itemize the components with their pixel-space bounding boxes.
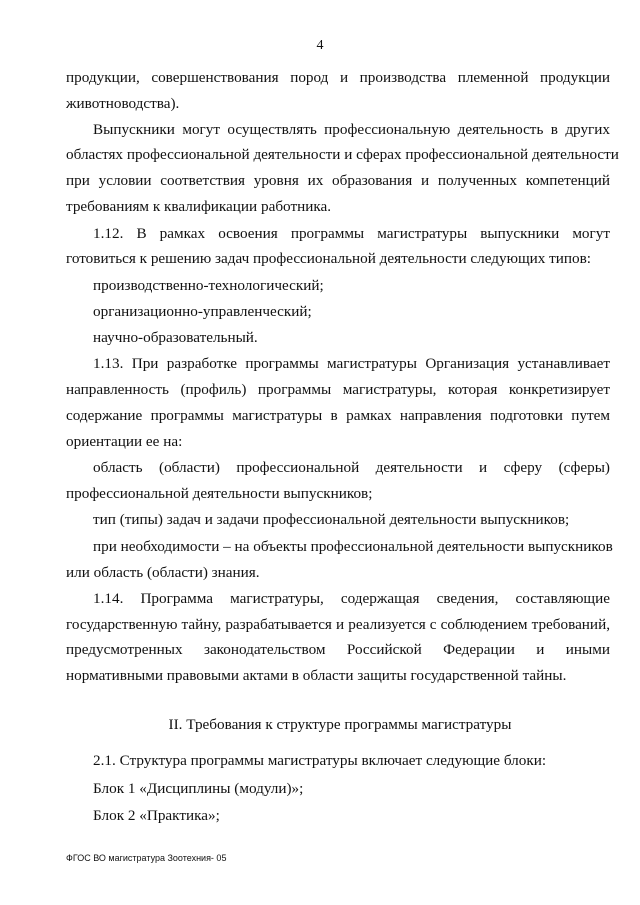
text-line: 2.1. Структура программы магистратуры включает следующие блоки: — [93, 752, 547, 769]
text-line: 1.14. Программа магистратуры, содержащая сведения, составляющие — [93, 590, 610, 607]
text-line: при условии соответствия уровня их образования и полученных компетенций — [66, 172, 610, 189]
text-line: научно-образовательный. — [93, 329, 258, 346]
text-line: область (области) профессиональной деятельности и сферу (сферы) — [93, 459, 610, 476]
text-line: тип (типы) задач и задачи профессиональной деятельности выпускников; — [93, 511, 570, 528]
text-line: ориентации ее на: — [66, 433, 183, 450]
text-line: или область (области) знания. — [66, 564, 260, 581]
section-heading: II. Требования к структуре программы магистратуры — [168, 716, 512, 733]
document-footer: ФГОС ВО магистратура Зоотехния- 05 — [66, 853, 227, 863]
text-line: Блок 2 «Практика»; — [93, 807, 220, 824]
text-line: требованиям к квалификации работника. — [66, 198, 332, 215]
text-line: организационно-управленческий; — [93, 303, 312, 320]
text-line: 1.13. При разработке программы магистратуры Организация устанавливает — [93, 355, 610, 372]
text-line: предусмотренных законодательством Российской Федерации и иными — [66, 641, 610, 658]
text-line: Блок 1 «Дисциплины (модули)»; — [93, 780, 304, 797]
text-line: содержание программы магистратуры в рамках направления подготовки путем — [66, 407, 610, 424]
text-line: Выпускники могут осуществлять профессиональную деятельность в других — [93, 121, 610, 138]
text-line: животноводства). — [66, 95, 180, 112]
text-line: производственно-технологический; — [93, 277, 324, 294]
text-line: направленность (профиль) программы магистратуры, которая конкретизирует — [66, 381, 610, 398]
text-line: 1.12. В рамках освоения программы магистратуры выпускники могут — [93, 225, 610, 242]
text-line: областях профессиональной деятельности и сферах профессиональной деятельности — [66, 146, 619, 163]
text-line: продукции, совершенствования пород и производства племенной продукции — [66, 69, 610, 86]
page-number: 4 — [316, 38, 324, 53]
text-line: при необходимости – на объекты профессиональной деятельности выпускников — [93, 538, 613, 555]
text-line: профессиональной деятельности выпускников; — [66, 485, 373, 502]
text-line: нормативными правовыми актами в области защиты государственной тайны. — [66, 667, 567, 684]
text-line: государственную тайну, разрабатывается и реализуется с соблюдением требований, — [66, 616, 610, 633]
text-line: готовиться к решению задач профессиональной деятельности следующих типов: — [66, 250, 592, 267]
